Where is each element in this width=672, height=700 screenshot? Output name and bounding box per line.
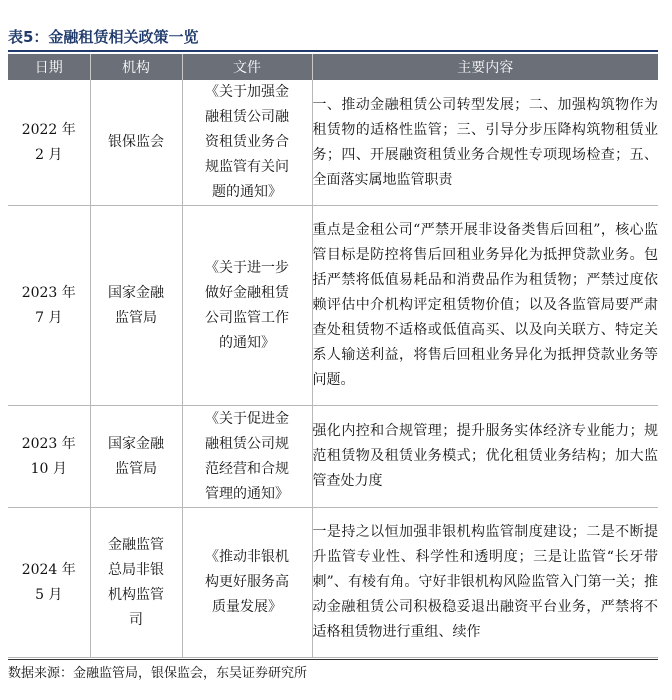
row-doc: 《关于促进金 融租赁公司规 范经营和合规 管理的通知》 bbox=[205, 410, 289, 502]
row-date: 2022 年 2 月 bbox=[21, 121, 76, 163]
row-doc: 《关于进一步 做好金融租赁 公司监管工作 的通知》 bbox=[205, 259, 289, 351]
row-date: 2024 年 5 月 bbox=[21, 561, 76, 603]
table-title: 表5：金融租赁相关政策一览 bbox=[8, 28, 199, 46]
row-date: 2023 年 10 月 bbox=[21, 435, 76, 477]
policy-table bbox=[8, 54, 658, 658]
column-header-date: 日期 bbox=[8, 54, 90, 80]
table-row bbox=[8, 406, 658, 508]
table-row bbox=[8, 206, 658, 406]
row-doc: 《关于加强金 融租赁公司融 资租赁业务合 规监管有关问 题的通知》 bbox=[205, 84, 289, 200]
data-source-note: 数据来源：金融监管局，银保监会，东吴证券研究所 bbox=[8, 666, 308, 681]
row-org: 金融监管 总局非银 机构监管 司 bbox=[108, 536, 164, 628]
column-header-doc: 文件 bbox=[182, 54, 312, 80]
row-content: 重点是金租公司“严禁开展非设备类售后回租”，核心监管目标是防控将售后回租业务异化为抵押贷款业务。包括严禁将低值易耗品和消费品作为租赁物；严禁过度依赖评估中介机构评定租赁物价值；以及各监管局要严肃查处租赁物不适格或低值高买、以及向关联方、特定关系人输送利益，将售后回租业务异化为抵押贷款业务等问题。 bbox=[312, 222, 658, 388]
row-org: 国家金融 监管局 bbox=[108, 284, 164, 326]
row-org: 国家金融 监管局 bbox=[108, 435, 164, 477]
table-row bbox=[8, 80, 658, 206]
row-content: 一是持之以恒加强非银机构监管制度建设；二是不断提升监管专业性、科学性和透明度；三是让监管“长牙带刺”、有棱有角。守好非银机构风险监管入门第一关；推动金融租赁公司积极稳妥退出融资平台业务，严禁将不适格租赁物进行重组、续作 bbox=[312, 524, 658, 640]
table-header-row bbox=[8, 54, 658, 80]
source-rule bbox=[8, 659, 658, 660]
row-content: 一、推动金融租赁公司转型发展；二、加强构筑物作为租赁物的适格性监管；三、引导分步压降构筑物租赁业务；四、开展融资租赁业务合规性专项现场检查；五、全面落实属地监管职责 bbox=[312, 96, 658, 188]
row-doc: 《推动非银机 构更好服务高 质量发展》 bbox=[205, 549, 289, 615]
row-org: 银保监会 bbox=[108, 134, 164, 150]
column-header-org: 机构 bbox=[90, 54, 182, 80]
table-row bbox=[8, 508, 658, 658]
column-header-content: 主要内容 bbox=[312, 54, 658, 80]
row-content: 强化内控和合规管理；提升服务实体经济专业能力；规范租赁物及租赁业务模式；优化租赁业务结构；加大监管查处力度 bbox=[312, 423, 658, 489]
row-date: 2023 年 7 月 bbox=[21, 284, 76, 326]
title-rule bbox=[8, 50, 658, 52]
